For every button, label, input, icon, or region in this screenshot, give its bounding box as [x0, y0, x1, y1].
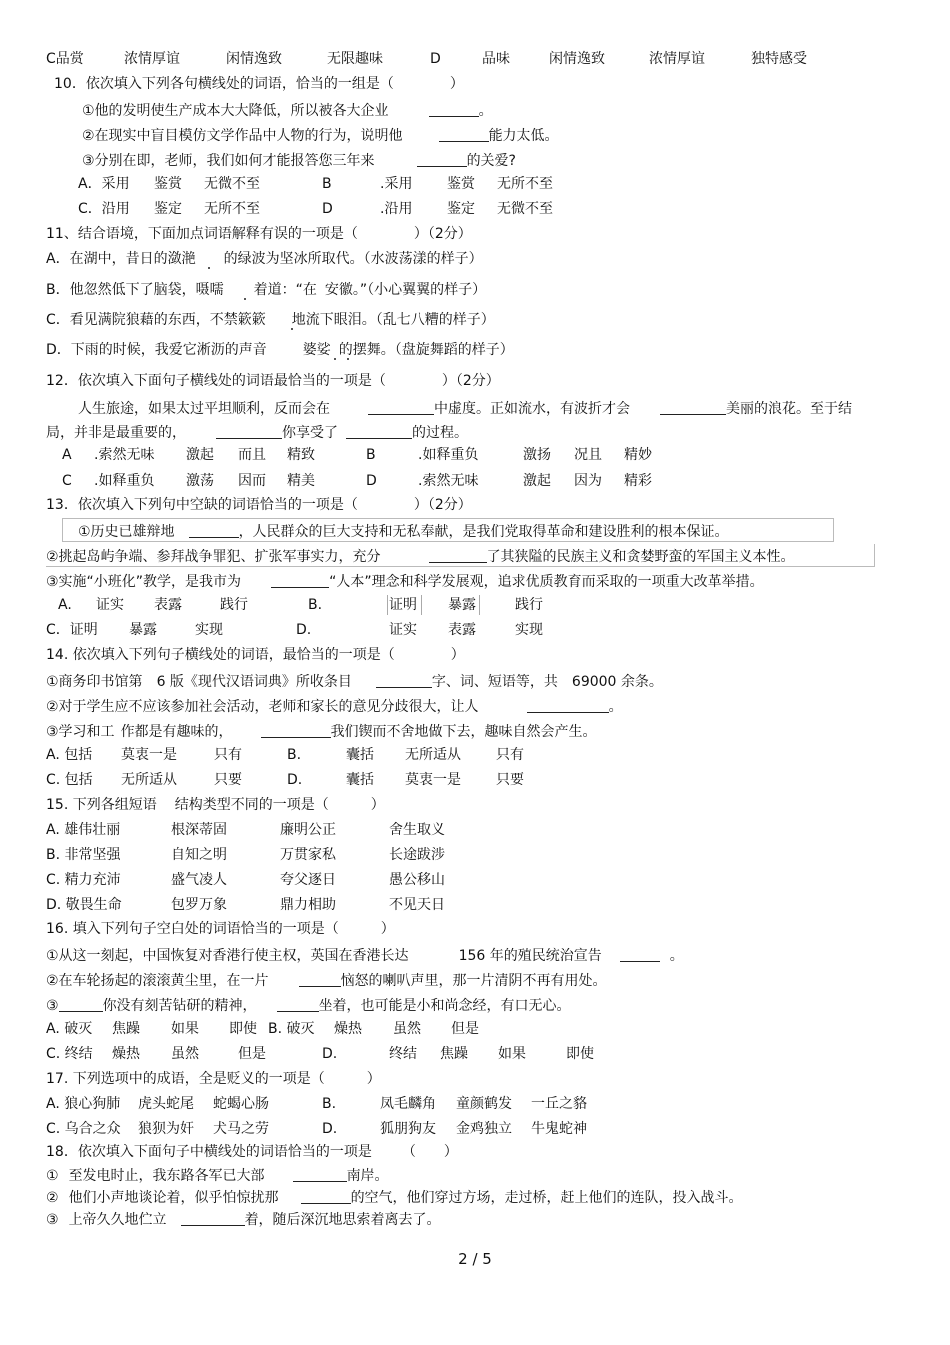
page-number: 2 / 5 — [458, 1250, 492, 1268]
question-14-sentence-3 — [46, 723, 597, 739]
option-word: 如果 — [171, 1021, 199, 1037]
option-word: 无所适从 — [405, 747, 461, 763]
answer-blank — [439, 127, 489, 142]
option-word: 而且 — [238, 447, 266, 463]
option-a: A. — [58, 597, 72, 613]
answer-blank — [189, 523, 239, 538]
passage-text: 局，并非是最重要的， — [46, 425, 186, 441]
sentence-text: ③ — [46, 998, 59, 1014]
option-word: 无所不至 — [497, 176, 553, 192]
passage-text: 人生旅途，如果太过平坦顺利，反而会在 — [78, 401, 330, 417]
sentence-text: 6 版《现代汉语词典》所收条目 — [156, 674, 352, 690]
option-word: 实现 — [515, 622, 543, 638]
option-d-word: 浓情厚谊 — [649, 51, 705, 67]
option-d: D. 敬畏生命 — [46, 897, 122, 913]
answer-blank — [301, 1189, 351, 1204]
question-13-stem: 13．依次填入下列句中空缺的词语恰当的一项是（ ）（2分） — [46, 497, 472, 513]
option-word: 万贯家私 — [280, 847, 336, 863]
sentence-text: “人本”理念和科学发展观，追求优质教育而采取的一项重大改革举措。 — [329, 574, 764, 590]
option-c: C. 终结 — [46, 1046, 93, 1062]
question-13-sentence-1 — [78, 523, 729, 539]
sentence-text: 了其狭隘的民族主义和贪婪野蛮的军国主义本性。 — [486, 549, 795, 565]
sentence-text: 上帝久久地伫立 — [68, 1212, 167, 1228]
option-text: 安徽。”（小心翼翼的样子） — [324, 282, 487, 298]
option-d: D — [322, 201, 333, 217]
option-word: 但是 — [238, 1046, 266, 1062]
option-c: C．证明 — [46, 622, 98, 638]
option-text: C．看见满院狼藉的东西，不禁簌簌 — [46, 312, 266, 328]
option-c: C. 乌合之众 — [46, 1121, 121, 1137]
option-word: 鉴定 — [154, 201, 182, 217]
sentence-text: 的空气，他们穿过方场，走过桥，赶上他们的连队，投入战斗。 — [350, 1190, 743, 1206]
option-text: D．下雨的时候，我爱它淅沥的声音 — [46, 342, 267, 358]
passage-text: 你享受了 — [282, 425, 338, 441]
question-14-sentence-2 — [46, 698, 623, 714]
option-word: 蛇蝎心肠 — [213, 1096, 269, 1112]
option-b: B. 非常坚强 — [46, 847, 121, 863]
option-word: 暴露 — [129, 622, 157, 638]
question-14-sentence-1 — [46, 673, 663, 689]
option-word: 如果 — [498, 1046, 526, 1062]
option-word: 精妙 — [624, 447, 652, 463]
option-word: .采用 — [380, 176, 413, 192]
option-d: D. — [287, 772, 303, 788]
question-13-sentence-3 — [46, 573, 764, 589]
option-c: C. 精力充沛 — [46, 872, 121, 888]
question-10-sentence-1 — [82, 102, 493, 118]
sentence-text: 。 — [608, 699, 623, 715]
option-text: B．他忽然低下了脑袋，嗫嚅 — [46, 282, 224, 298]
sentence-text: 能力太低。 — [488, 128, 559, 144]
question-16-sentence-2 — [46, 972, 607, 988]
option-word: 虎头蛇尾 — [138, 1096, 194, 1112]
option-a: A — [62, 447, 72, 463]
option-word: 终结 — [389, 1046, 417, 1062]
option-word: 精美 — [287, 473, 315, 489]
option-word: .索然无味 — [94, 447, 155, 463]
question-11-option-b — [46, 283, 486, 297]
option-word: 鉴赏 — [154, 176, 182, 192]
question-16-stem: 16. 填入下列句子空白处的词语恰当的一项是（ ） — [46, 921, 395, 937]
question-11-option-c — [46, 313, 495, 327]
option-c: C. 包括 — [46, 772, 93, 788]
option-d-word: 品味 — [482, 51, 510, 67]
sentence-text: ，人民群众的巨大支持和无私奉献，是我们党取得革命和建设胜利的根本保证。 — [238, 524, 729, 540]
answer-blank — [293, 1167, 347, 1182]
option-b: B. — [308, 597, 323, 613]
sentence-text: ①从这一刻起，中国恢复对香港行使主权，英国在香港长达 — [46, 948, 409, 964]
option-word: 无所不至 — [204, 201, 260, 217]
dotted-word: 婆娑 — [302, 342, 331, 358]
option-word: 暴露 — [448, 597, 476, 613]
answer-blank — [346, 424, 412, 439]
option-word: 愚公移山 — [389, 872, 445, 888]
option-d-word: 独特感受 — [751, 51, 807, 67]
option-word: 证实 — [389, 622, 417, 638]
option-word: 但是 — [451, 1021, 479, 1037]
answer-blank — [429, 102, 479, 117]
option-word: 因而 — [238, 473, 266, 489]
sentence-text: ①他的发明使生产成本大大降低，所以被各大企业 — [82, 103, 389, 119]
option-b: B. 破灭 — [268, 1021, 315, 1037]
option-word: 虽然 — [393, 1021, 421, 1037]
option-word: .沿用 — [380, 201, 413, 217]
option-word: 无所适从 — [121, 772, 177, 788]
option-a: A. 狼心狗肺 — [46, 1096, 121, 1112]
option-word: 根深蒂固 — [171, 822, 227, 838]
option-a: A. 包括 — [46, 747, 93, 763]
passage-text: 美丽的浪花。至于结 — [726, 401, 852, 417]
option-word: 童颜鹤发 — [456, 1096, 512, 1112]
emphasis-dot — [347, 358, 349, 360]
option-word: 自知之明 — [171, 847, 227, 863]
sentence-number: ② — [46, 1190, 59, 1206]
option-word: 夸父逐日 — [280, 872, 336, 888]
option-a: A. 破灭 — [46, 1021, 93, 1037]
question-15-stem — [46, 798, 385, 812]
option-word: 莫衷一是 — [405, 772, 461, 788]
sentence-text: ②在现实中盲目模仿文学作品中人物的行为，说明他 — [82, 128, 403, 144]
stem-text: 15. 下列各组短语 — [46, 797, 157, 813]
sentence-text: 我们锲而不舍地做下去，趣味自然会产生。 — [330, 724, 597, 740]
question-18-stem — [46, 1145, 458, 1159]
option-c: C品赏 — [46, 51, 84, 67]
question-18-sentence-1 — [46, 1167, 389, 1183]
question-12-stem: 12．依次填入下面句子横线处的词语最恰当的一项是（ ）（2分） — [46, 373, 500, 389]
question-16-sentence-3 — [46, 997, 571, 1013]
option-word: 一丘之貉 — [531, 1096, 587, 1112]
option-text: 的摆舞。（盘旋舞蹈的样子） — [338, 342, 514, 358]
answer-blank — [376, 673, 432, 688]
question-18-sentence-2 — [46, 1189, 743, 1205]
option-word: 包罗万象 — [171, 897, 227, 913]
sentence-text: ②在车轮扬起的滚滚黄尘里，在一片 — [46, 973, 269, 989]
option-word: 只有 — [214, 747, 242, 763]
option-word: 长途跋涉 — [389, 847, 445, 863]
question-12-passage-line-2 — [46, 424, 468, 440]
option-text: A．在湖中，昔日的潋滟 — [46, 251, 196, 267]
option-text: 的绿波为坚冰所取代。（水波荡漾的样子） — [223, 251, 483, 267]
answer-blank — [527, 698, 609, 713]
sentence-text: 的关爱? — [466, 153, 516, 169]
question-17-stem: 17. 下列选项中的成语，全是贬义的一项是（ ） — [46, 1071, 381, 1087]
option-word: 实现 — [195, 622, 223, 638]
option-d: D. — [296, 622, 312, 638]
option-b: B — [322, 176, 332, 192]
option-word: 只有 — [496, 747, 524, 763]
question-12-passage-line-1 — [78, 400, 852, 416]
option-word: 况且 — [574, 447, 602, 463]
sentence-text: 南岸。 — [346, 1168, 389, 1184]
question-10-stem: 10．依次填入下列各句横线处的词语，恰当的一组是（ ） — [54, 76, 464, 92]
question-11-option-a — [46, 252, 483, 266]
option-b: B — [366, 447, 376, 463]
option-word: 践行 — [515, 597, 543, 613]
option-word: 表露 — [448, 622, 476, 638]
question-16-sentence-1 — [46, 947, 684, 963]
option-word: 舍生取义 — [389, 822, 445, 838]
option-d: D. — [322, 1121, 338, 1137]
emphasis-dot — [291, 328, 293, 330]
option-word: 燥热 — [112, 1046, 140, 1062]
sentence-text: ②挑起岛屿争端、参拜战争罪犯、扩张军事实力，充分 — [46, 549, 381, 565]
emphasis-dot — [244, 298, 246, 300]
option-c-word: 无限趣味 — [327, 51, 383, 67]
option-word: 金鸡独立 — [456, 1121, 512, 1137]
stem-text: 结构类型不同的一项是（ ） — [174, 797, 385, 813]
answer-blank — [271, 573, 329, 588]
sentence-text: ③分别在即，老师，我们如何才能报答您三年来 — [82, 153, 375, 169]
answer-blank — [59, 997, 103, 1012]
sentence-text: ③实施“小班化”教学，是我市为 — [46, 574, 242, 590]
answer-blank — [417, 152, 467, 167]
option-word: 无微不至 — [204, 176, 260, 192]
option-word: 激荡 — [186, 473, 214, 489]
sentence-text: 恼怒的喇叭声里，那一片清阴不再有用处。 — [340, 973, 607, 989]
sentence-text: 你没有刻苦钻研的精神， — [102, 998, 257, 1014]
emphasis-dot — [208, 267, 210, 269]
option-word: 证明 — [389, 597, 417, 613]
answer-blank — [620, 947, 660, 962]
option-word: 践行 — [220, 597, 248, 613]
option-a: A．采用 — [78, 176, 130, 192]
option-word: 囊括 — [346, 747, 374, 763]
question-18-sentence-3 — [46, 1211, 441, 1227]
answer-blank — [261, 723, 331, 738]
question-11-option-d — [46, 343, 514, 357]
option-c: C．沿用 — [78, 201, 130, 217]
option-d-word: 闲情逸致 — [549, 51, 605, 67]
sentence-text: 69000 余条。 — [571, 674, 663, 690]
option-word: 鉴赏 — [447, 176, 475, 192]
sentence-text: ①商务印书馆第 — [46, 674, 143, 690]
sentence-text: 。 — [669, 948, 684, 964]
option-word: 凤毛麟角 — [380, 1096, 436, 1112]
option-word: 虽然 — [171, 1046, 199, 1062]
option-word: 焦躁 — [440, 1046, 468, 1062]
sentence-text: 。 — [478, 103, 493, 119]
answer-blank — [368, 400, 434, 415]
option-text: 地流下眼泪。（乱七八糟的样子） — [291, 312, 495, 328]
option-word: 激扬 — [523, 447, 551, 463]
option-word: 精彩 — [624, 473, 652, 489]
sentence-text: ①历史已雄辩地 — [78, 524, 175, 540]
sentence-number: ③ — [46, 1212, 59, 1228]
option-word: 盛气凌人 — [171, 872, 227, 888]
option-word: 犬马之劳 — [213, 1121, 269, 1137]
option-word: 狼狈为奸 — [138, 1121, 194, 1137]
option-a: A. 雄伟壮丽 — [46, 822, 121, 838]
option-word: 无微不至 — [497, 201, 553, 217]
option-b: B. — [322, 1096, 337, 1112]
option-word: .如释重负 — [418, 447, 479, 463]
word-frame — [387, 595, 422, 615]
answer-blank — [429, 548, 487, 563]
passage-text: 的过程。 — [412, 425, 468, 441]
question-13-sentence-2 — [46, 548, 795, 564]
sentence-text: 坐着，也可能是小和尚念经，有口无心。 — [318, 998, 571, 1014]
sentence-text: 着，随后深沉地思索着离去了。 — [244, 1212, 441, 1228]
option-word: 鉴定 — [447, 201, 475, 217]
answer-blank — [216, 424, 282, 439]
option-word: 只要 — [214, 772, 242, 788]
option-word: 牛鬼蛇神 — [531, 1121, 587, 1137]
answer-blank — [181, 1211, 245, 1226]
option-word: 狐朋狗友 — [380, 1121, 436, 1137]
option-word: 只要 — [496, 772, 524, 788]
answer-paren: （ ） — [401, 1144, 458, 1160]
option-word: 即使 — [229, 1021, 257, 1037]
sentence-text: 至发电时止，我东路各军已大部 — [68, 1168, 265, 1184]
option-word: 因为 — [574, 473, 602, 489]
option-word: 证实 — [96, 597, 124, 613]
option-word: 焦躁 — [112, 1021, 140, 1037]
word-frame — [446, 595, 480, 615]
sentence-text: 他们小声地谈论着，似乎怕惊扰那 — [68, 1190, 279, 1206]
option-c: C — [62, 473, 72, 489]
question-10-sentence-2 — [82, 127, 559, 143]
option-word: 激起 — [523, 473, 551, 489]
option-d: D — [430, 51, 441, 67]
option-word: 鼎力相助 — [280, 897, 336, 913]
option-word: 激起 — [186, 447, 214, 463]
question-14-stem: 14. 依次填入下列句子横线处的词语，最恰当的一项是（ ） — [46, 647, 465, 663]
option-word: 精致 — [287, 447, 315, 463]
answer-blank — [299, 972, 341, 987]
option-word: 表露 — [154, 597, 182, 613]
sentence-text: ②对于学生应不应该参加社会活动，老师和家长的意见分歧很大，让人 — [46, 699, 479, 715]
option-word: 燥热 — [334, 1021, 362, 1037]
sentence-text: 字、词、短语等，共 — [431, 674, 558, 690]
option-c-word: 闲情逸致 — [226, 51, 282, 67]
option-word: 不见天日 — [389, 897, 445, 913]
option-word: 即使 — [566, 1046, 594, 1062]
sentence-text: 作都是有趣味的， — [120, 724, 233, 740]
stem-text: 18．依次填入下面句子中横线处的词语恰当的一项是 — [46, 1144, 372, 1160]
question-11-stem: 11、结合语境，下面加点词语解释有误的一项是（ ）（2分） — [46, 226, 472, 242]
option-c-word: 浓情厚谊 — [124, 51, 180, 67]
option-word: .如释重负 — [94, 473, 155, 489]
option-text: 着道：“在 — [253, 282, 317, 298]
option-word: 廉明公正 — [280, 822, 336, 838]
option-b: B. — [287, 747, 302, 763]
option-word: 囊括 — [346, 772, 374, 788]
option-word: 莫衷一是 — [121, 747, 177, 763]
answer-blank — [660, 400, 726, 415]
sentence-number: ① — [46, 1168, 59, 1184]
emphasis-dot — [334, 358, 336, 360]
option-d: D. — [322, 1046, 338, 1062]
sentence-text: ③学习和工 — [46, 724, 115, 740]
question-10-sentence-3 — [82, 152, 516, 168]
passage-text: 中虚度。正如流水，有波折才会 — [434, 401, 630, 417]
option-d: D — [366, 473, 377, 489]
option-word: .索然无味 — [418, 473, 479, 489]
sentence-text: 156 年的殖民统治宣告 — [458, 948, 602, 964]
answer-blank — [277, 997, 319, 1012]
